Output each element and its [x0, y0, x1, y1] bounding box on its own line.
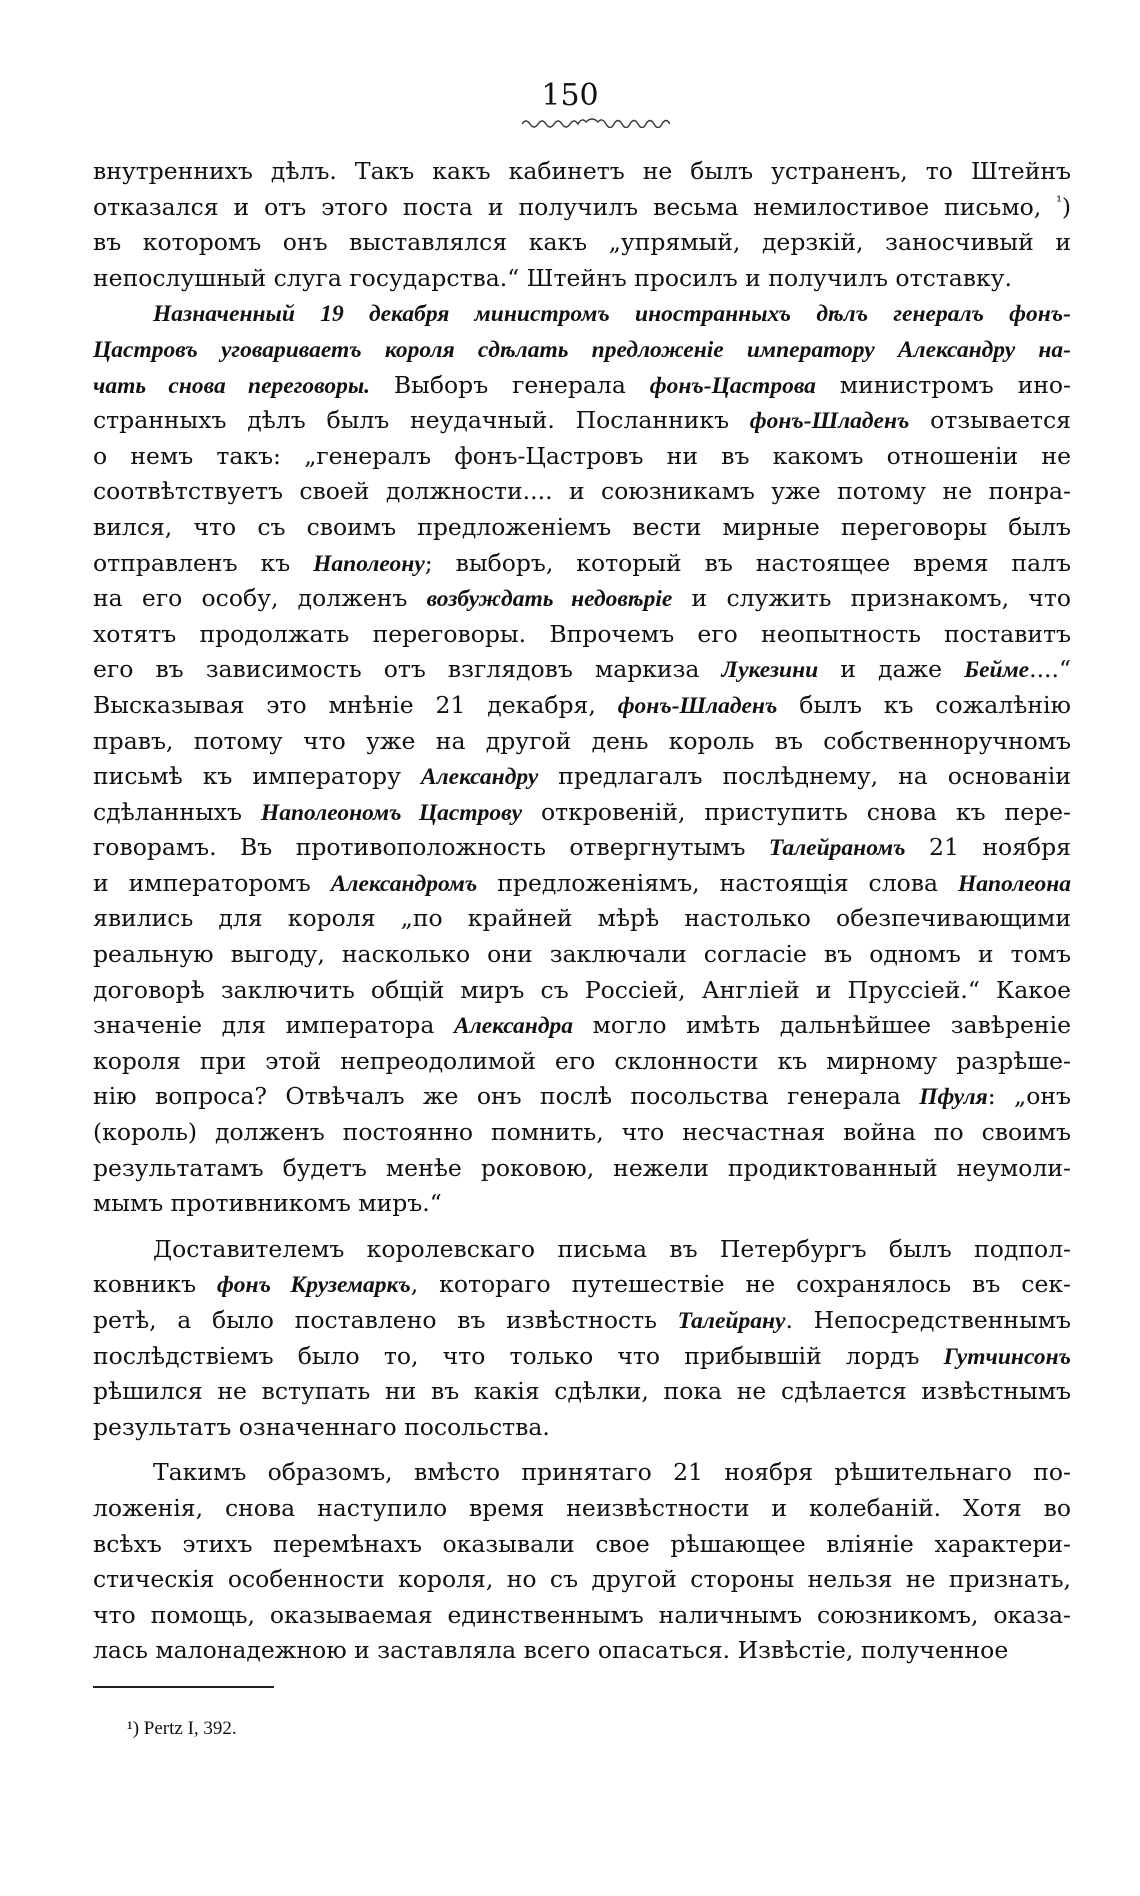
paragraph: [93, 1232, 1071, 1446]
text-segment: внутреннихъ дѣлъ. Такъ какъ кабинетъ не былъ устраненъ, то Штейнъ: [93, 157, 1071, 185]
text-segment: предложеніямъ, настоящія слова: [477, 868, 958, 897]
text-line: [93, 581, 1071, 617]
text-segment: результатъ означеннаго посольства.: [93, 1412, 550, 1441]
italic-text: Талейраномъ: [768, 835, 906, 862]
italic-text: Александра: [454, 1013, 573, 1040]
text-line: [93, 901, 1071, 937]
text-line: [93, 1491, 1071, 1527]
text-segment: и императоромъ: [93, 868, 331, 897]
text-line: [93, 724, 1071, 760]
italic-text: Назначенный 19 декабря министромъ иностранныхъ дѣлъ генералъ фонъ-: [153, 301, 1071, 328]
text-segment: ложенія, снова наступило время неизвѣстности и колебаній. Хотя во: [93, 1493, 1071, 1522]
text-segment: : „онъ: [987, 1082, 1071, 1111]
text-segment: стическія особенности короля, но съ другой стороны нельзя не признать,: [93, 1565, 1071, 1594]
italic-text: фонъ Круземаркъ: [216, 1272, 411, 1299]
text-line: [93, 617, 1071, 653]
italic-text: возбуждать недовѣріе: [426, 586, 673, 613]
italic-text: чать снова переговоры.: [93, 372, 371, 399]
text-line: [93, 1151, 1071, 1187]
page-number: 150: [541, 78, 599, 113]
text-segment: на его особу, долженъ: [93, 584, 427, 613]
text-line: [93, 1598, 1071, 1634]
text-line: [93, 866, 1071, 902]
text-line: [93, 1527, 1071, 1563]
text-line: [93, 332, 1071, 368]
text-line: [93, 474, 1071, 510]
text-line: [93, 510, 1071, 546]
text-segment: откровеній, приступить снова къ пере-: [522, 797, 1071, 826]
text-segment: министромъ ино-: [815, 370, 1071, 399]
italic-text: Талейрану: [677, 1308, 786, 1334]
text-segment: соотвѣтствуетъ своей должности.... и союзникамъ уже потому не понра-: [93, 477, 1071, 506]
text-segment: Высказывая это мнѣніе 21 декабря,: [93, 690, 618, 719]
text-segment: ; выборъ, который въ настоящее время палъ: [424, 548, 1071, 577]
text-segment: значеніе для императора: [93, 1011, 455, 1040]
italic-text: фонъ-Шладенъ: [617, 692, 778, 719]
text-line: [93, 937, 1071, 973]
footnote-separator: [93, 1686, 274, 1688]
text-segment: о немъ такъ: „генералъ фонъ-Цастровъ ни въ какомъ отношеніи не: [93, 441, 1071, 470]
text-segment: реальную выгоду, насколько они заключали согласіе въ одномъ и томъ: [93, 940, 1071, 969]
text-segment: ковникъ: [93, 1270, 217, 1299]
text-segment: что помощь, оказываемая единственнымъ наличнымъ союзникомъ, оказа-: [93, 1600, 1071, 1629]
text-segment: говорамъ. Въ противоположность отвергнутымъ: [93, 833, 769, 862]
text-segment: ретѣ, а было поставлено въ извѣстность: [93, 1306, 678, 1334]
text-line: [93, 439, 1071, 475]
paragraph: [93, 154, 1071, 296]
text-line: [93, 1115, 1071, 1151]
italic-text: Бейме: [964, 657, 1030, 684]
text-line: [93, 1267, 1071, 1303]
text-segment: отзывается: [909, 406, 1071, 435]
footnote: ¹) Pertz I, 392.: [127, 1718, 237, 1739]
text-line: [93, 225, 1071, 261]
text-segment: могло имѣть дальнѣйшее завѣреніе: [572, 1011, 1072, 1040]
text-segment: письмѣ къ императору: [93, 762, 421, 791]
text-line: [93, 1410, 1071, 1446]
text-segment: лась малонадежною и заставляла всего опасаться. Извѣстіе, полученное: [93, 1636, 1009, 1665]
italic-text: Лукезини: [721, 657, 819, 684]
text-segment: сдѣланныхъ: [93, 797, 261, 826]
text-line: [93, 1232, 1071, 1268]
page-text: [93, 154, 1071, 1669]
text-segment: рѣшился не вступать ни въ какія сдѣлки, пока не сдѣлается извѣстнымъ: [93, 1377, 1071, 1406]
text-line: [93, 1079, 1071, 1115]
text-segment: его въ зависимость отъ взглядовъ маркиза: [93, 655, 722, 684]
text-segment: Доставителемъ королевскаго письма въ Петербургъ былъ подпол-: [153, 1234, 1071, 1263]
footnote-marker: ¹: [1056, 193, 1062, 210]
text-line: [93, 1633, 1071, 1669]
text-segment: отправленъ къ: [93, 548, 314, 577]
text-line: [93, 296, 1071, 332]
text-segment: странныхъ дѣлъ былъ неудачный. Посланникъ: [93, 406, 750, 435]
text-segment: всѣхъ этихъ перемѣнахъ оказывали свое рѣшающее вліяніе характери-: [93, 1529, 1071, 1558]
text-line: [93, 190, 1071, 226]
text-segment: Такимъ образомъ, вмѣсто принятаго 21 ноября рѣшительнаго по-: [153, 1458, 1071, 1487]
text-segment: . Непосредственнымъ: [785, 1306, 1071, 1334]
text-line: [93, 1008, 1071, 1044]
text-segment: правъ, потому что уже на другой день король въ собственноручномъ: [93, 726, 1071, 755]
italic-text: фонъ-Цастрова: [649, 372, 816, 399]
text-segment: (король) долженъ постоянно помнить, что несчастная война по своимъ: [93, 1118, 1071, 1147]
text-segment: нію вопроса? Отвѣчалъ же онъ послѣ посольства генерала: [93, 1082, 920, 1111]
text-segment: хотятъ продолжать переговоры. Впрочемъ его неопытность поставитъ: [93, 619, 1071, 648]
text-line: [93, 795, 1071, 831]
text-segment: вился, что съ своимъ предложеніемъ вести мирные переговоры былъ: [93, 512, 1071, 541]
text-segment: послѣдствіемъ было то, что только что прибывшій лордъ: [93, 1341, 944, 1370]
text-line: [93, 1186, 1071, 1222]
italic-text: Наполеону: [313, 550, 425, 577]
text-segment: былъ къ сожалѣнію: [777, 690, 1071, 719]
text-segment: договорѣ заключить общій миръ съ Россіей, Англіей и Пруссіей.“ Какое: [93, 975, 1071, 1004]
text-line: [93, 688, 1071, 724]
text-line: [93, 403, 1071, 439]
text-line: [93, 261, 1071, 297]
text-line: [93, 830, 1071, 866]
text-segment: ): [1061, 192, 1071, 221]
italic-text: Цастровъ уговариваетъ короля сдѣлать предложеніе императору Александру на-: [93, 336, 1071, 363]
wavy-ornament-icon: [522, 114, 670, 128]
text-segment: явились для короля „по крайней мѣрѣ настолько обезпечивающими: [93, 904, 1071, 933]
italic-text: Гутчинсонъ: [943, 1343, 1071, 1370]
text-line: [93, 973, 1071, 1009]
text-segment: отказался и отъ этого поста и получилъ весьма немилостивое письмо,: [93, 192, 1057, 221]
text-segment: и даже: [818, 655, 965, 684]
text-segment: въ которомъ онъ выставлялся какъ „упрямый, дерзкій, заносчивый и: [93, 228, 1071, 257]
italic-text: Наполеономъ Цастрову: [260, 799, 523, 826]
text-segment: 21 ноября: [905, 833, 1071, 862]
text-segment: ....“: [1029, 655, 1072, 684]
text-segment: , котораго путешествіе не сохранялось въ сек-: [410, 1270, 1071, 1299]
text-line: [93, 1303, 1071, 1339]
text-line: [93, 652, 1071, 688]
text-segment: непослушный слуга государства.“ Штейнъ просилъ и получилъ отставку.: [93, 263, 1012, 292]
text-line: [93, 1455, 1071, 1491]
text-line: [93, 1562, 1071, 1598]
text-line: [93, 154, 1071, 190]
italic-text: фонъ-Шладенъ: [749, 408, 910, 435]
text-segment: короля при этой непреодолимой его склонности къ мирному разрѣше-: [93, 1046, 1071, 1075]
text-segment: мымъ противникомъ миръ.“: [93, 1189, 442, 1218]
text-line: [93, 1044, 1071, 1080]
text-line: [93, 759, 1071, 795]
text-line: [93, 546, 1071, 582]
italic-text: Александру: [420, 764, 539, 791]
text-line: [93, 368, 1071, 404]
italic-text: Александромъ: [330, 870, 478, 897]
text-segment: предлагалъ послѣднему, на основаніи: [538, 762, 1071, 791]
italic-text: Наполеона: [958, 870, 1071, 897]
text-segment: результатамъ будетъ менѣе роковою, нежели продиктованный неумоли-: [93, 1153, 1071, 1182]
text-segment: и служить признакомъ, что: [672, 584, 1071, 613]
paragraph: [93, 296, 1071, 1221]
paragraph: [93, 1455, 1071, 1669]
text-segment: Выборъ генерала: [370, 370, 650, 399]
text-line: [93, 1374, 1071, 1410]
italic-text: Пфуля: [919, 1084, 988, 1111]
text-line: [93, 1339, 1071, 1375]
